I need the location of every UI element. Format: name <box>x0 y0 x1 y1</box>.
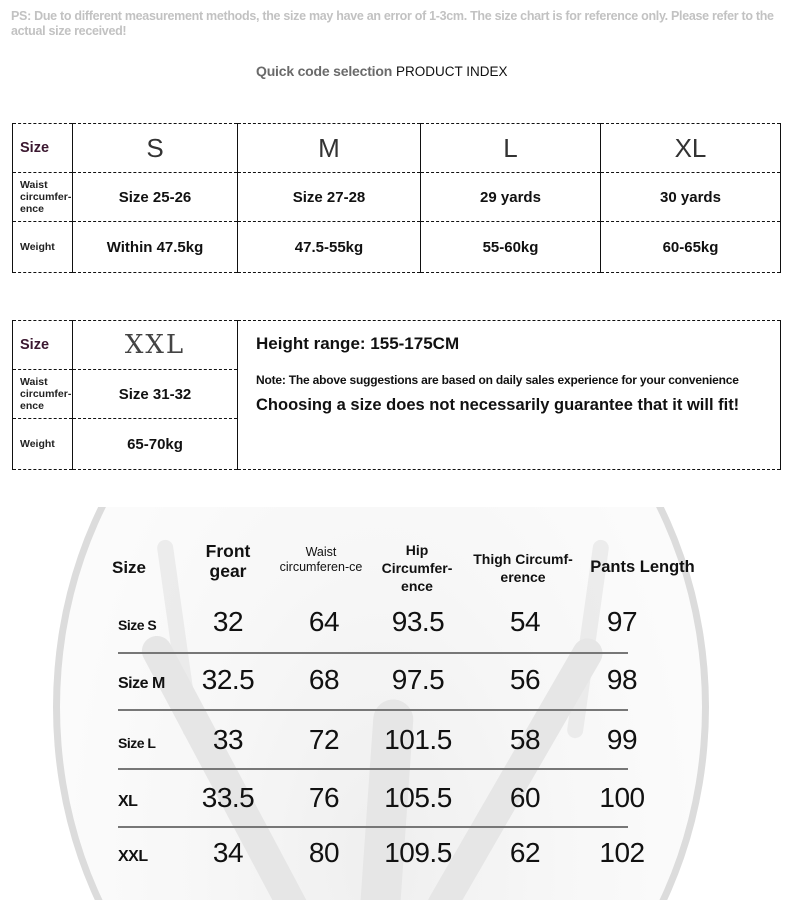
weight-label: Weight <box>13 222 73 273</box>
measurement-value: 54 <box>509 606 541 637</box>
row-separator <box>118 826 628 828</box>
waist-label: Waist circumfer-ence <box>13 173 73 222</box>
quick-code-label: Quick code selection <box>256 63 393 79</box>
header-waist: Waist circumferen-ce <box>279 545 363 574</box>
weight-l: 55-60kg <box>421 222 601 273</box>
size-l-heading: L <box>421 124 601 173</box>
advice-note: Note: The above suggestions are based on daily sales experience for your convenience <box>256 373 739 387</box>
measurement-value: 60 <box>509 782 541 813</box>
waist-row <box>13 173 781 222</box>
size-row <box>13 321 781 370</box>
size-advice-panel <box>238 321 781 470</box>
measurement-value: 109.5 <box>384 837 452 868</box>
measurement-value: 101.5 <box>384 724 452 755</box>
measurement-notice: PS: Due to different measurement methods, the size may have an error of 1-3cm. The size chart is for reference only. Please refer to the actual size received! <box>11 9 774 38</box>
measurement-value: 64 <box>308 606 340 637</box>
measurement-value: 76 <box>308 782 340 813</box>
size-label: Size <box>13 124 73 173</box>
size-row <box>13 124 781 173</box>
size-table-s-to-xl <box>12 123 781 273</box>
row-separator <box>118 709 628 711</box>
measurement-value: 56 <box>509 664 541 695</box>
size-xl-heading: XL <box>601 124 781 173</box>
header-pants-length: Pants Length <box>590 558 695 576</box>
measurement-value: 102 <box>599 837 645 868</box>
measurement-value: 33 <box>212 724 244 755</box>
measurement-value: 80 <box>308 837 340 868</box>
weight-xxl: 65-70kg <box>73 419 238 470</box>
measurement-value: 105.5 <box>384 782 452 813</box>
header-front-gear: Front gear <box>205 541 251 581</box>
header-thigh: Thigh Circumf-erence <box>473 551 573 585</box>
measurement-row-size: Size M <box>118 675 165 692</box>
size-table-xxl <box>12 320 781 470</box>
measurement-value: 34 <box>212 837 244 868</box>
size-xxl-heading: XXL <box>73 321 238 370</box>
header-size: Size <box>111 558 147 577</box>
size-label: Size <box>13 321 73 370</box>
header-hip: Hip Circumfer-ence <box>381 542 453 594</box>
measurement-row-size: XXL <box>118 848 148 865</box>
measurement-value: 98 <box>606 664 638 695</box>
row-separator <box>118 768 628 770</box>
waist-m: Size 27-28 <box>238 173 421 222</box>
weight-xl: 60-65kg <box>601 222 781 273</box>
fit-caution: Choosing a size does not necessarily guarantee that it will fit! <box>256 396 740 414</box>
measurement-value: 33.5 <box>201 782 255 813</box>
waist-xl: 30 yards <box>601 173 781 222</box>
measurement-value: 93.5 <box>391 606 445 637</box>
waist-label: Waist circumfer-ence <box>13 370 73 419</box>
measurement-row-size: Size S <box>118 617 157 633</box>
measurement-value: 58 <box>509 724 541 755</box>
weight-m: 47.5-55kg <box>238 222 421 273</box>
size-s-heading: S <box>73 124 238 173</box>
measurement-value: 32.5 <box>201 664 255 695</box>
row-separator <box>118 652 628 654</box>
waist-l: 29 yards <box>421 173 601 222</box>
measurement-value: 62 <box>509 837 541 868</box>
measurement-value: 72 <box>308 724 340 755</box>
measurement-value: 97 <box>606 606 638 637</box>
measurement-value: 100 <box>599 782 645 813</box>
waist-s: Size 25-26 <box>73 173 238 222</box>
measurement-value: 97.5 <box>391 664 445 695</box>
measurement-row-size: Size L <box>118 735 156 751</box>
measurement-value: 68 <box>308 664 340 695</box>
weight-s: Within 47.5kg <box>73 222 238 273</box>
quick-code-selection-heading <box>256 63 507 79</box>
size-m-heading: M <box>238 124 421 173</box>
weight-row <box>13 222 781 273</box>
measurement-value: 32 <box>212 606 244 637</box>
waist-xxl: Size 31-32 <box>73 370 238 419</box>
measurement-value: 99 <box>606 724 638 755</box>
product-index-title: PRODUCT INDEX <box>395 64 508 79</box>
weight-label: Weight <box>13 419 73 470</box>
measurement-row-size: XL <box>118 793 138 810</box>
height-range: Height range: 155-175CM <box>256 334 460 353</box>
